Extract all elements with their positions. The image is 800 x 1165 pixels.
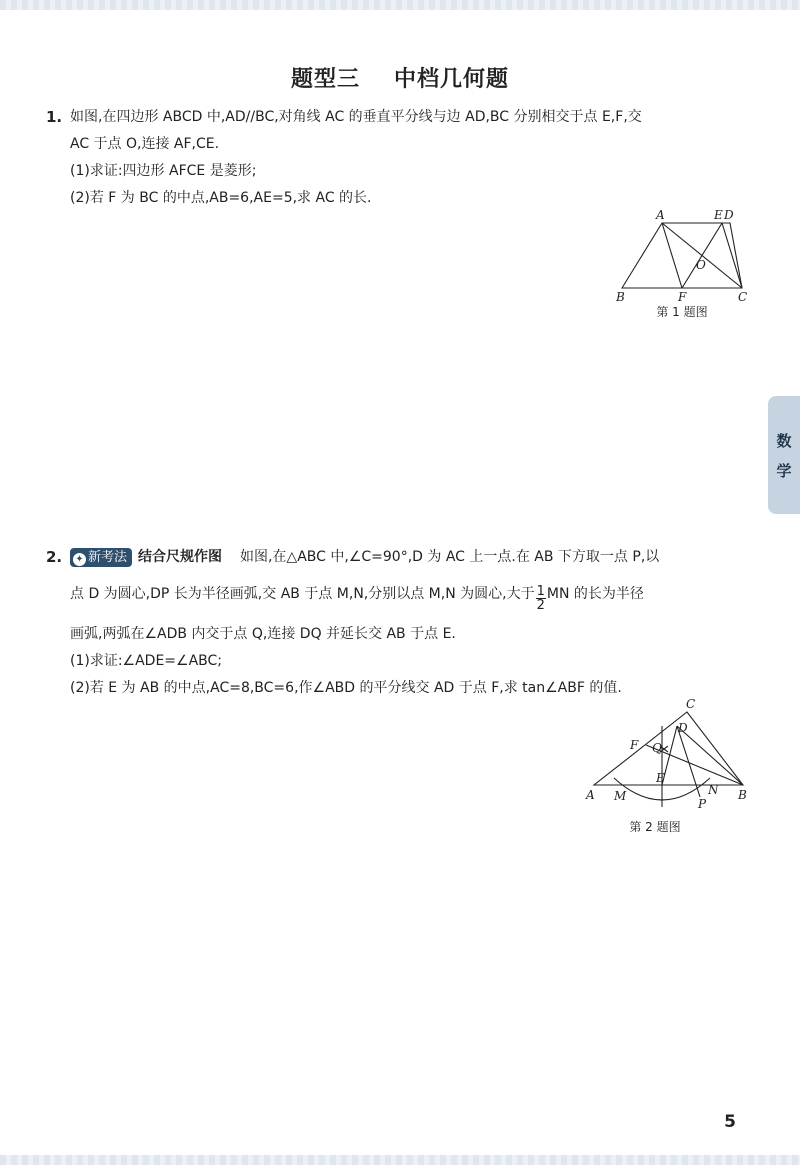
perpendicular-bisector-ef xyxy=(682,223,722,288)
page-number: 5 xyxy=(724,1112,736,1132)
fraction-numerator: 1 xyxy=(536,584,545,599)
problem-text-line: 如图,在△ABC 中,∠C=90°,D 为 AC 上一点.在 AB 下方取一点 P,以 xyxy=(240,549,660,565)
quadrilateral-abcd xyxy=(622,223,742,288)
side-tab-char: 学 xyxy=(776,462,792,480)
subject-side-tab xyxy=(768,396,800,514)
problem-text-line: 画弧,两弧在∠ADB 内交于点 Q,连接 DQ 并延长交 AB 于点 E. xyxy=(70,626,456,642)
label-b: B xyxy=(738,788,747,802)
fraction-one-half xyxy=(536,585,546,612)
label-a: A xyxy=(656,208,665,222)
triangle-abc xyxy=(594,712,743,785)
label-e: E xyxy=(656,771,665,785)
problem-2 xyxy=(46,543,746,703)
label-m: M xyxy=(614,789,627,803)
method-label: 结合尺规作图 xyxy=(138,549,223,565)
problem-text-line xyxy=(70,581,644,612)
sub-question-1: (1)求证:∠ADE=∠ABC; xyxy=(70,653,223,669)
sub-question-2: (2)若 F 为 BC 的中点,AB=6,AE=5,求 AC 的长. xyxy=(70,190,372,206)
sub-question-2: (2)若 E 为 AB 的中点,AC=8,BC=6,作∠ABD 的平分线交 AD 于点 F,求 tan∠ABF 的值. xyxy=(70,680,622,696)
fraction-denominator: 2 xyxy=(536,598,545,613)
page-top-edge xyxy=(0,0,800,10)
label-c: C xyxy=(738,290,748,304)
label-c: C xyxy=(686,697,696,711)
label-d: D xyxy=(678,721,688,735)
badge-label: 新考法 xyxy=(88,550,128,565)
problem-number: 1. xyxy=(46,108,63,126)
label-b: B xyxy=(616,290,625,304)
lightbulb-icon: ✦ xyxy=(73,553,86,566)
label-f: F xyxy=(630,738,639,752)
problem-text-line: AC 于点 O,连接 AF,CE. xyxy=(70,136,220,152)
problem-text-segment: 点 D 为圆心,DP 长为半径画弧,交 AB 于点 M,N,分别以点 M,N 为圆心,大于 xyxy=(70,586,535,602)
figure-1-diagram xyxy=(600,205,760,305)
segment-af xyxy=(662,223,682,288)
problem-text-line: 如图,在四边形 ABCD 中,AD//BC,对角线 AC 的垂直平分线与边 AD,BC 分别相交于点 E,F,交 xyxy=(70,109,642,125)
figure-2-diagram xyxy=(582,696,757,811)
label-a: A xyxy=(586,788,595,802)
label-d: D xyxy=(724,208,734,222)
page-title xyxy=(0,62,800,93)
label-o: O xyxy=(696,258,706,272)
section-topic: 中档几何题 xyxy=(394,67,510,92)
label-f: F xyxy=(678,290,687,304)
side-tab-char: 数 xyxy=(776,432,792,450)
label-e: E xyxy=(714,208,723,222)
label-n: N xyxy=(708,783,719,797)
problem-text-segment: MN 的长为半径 xyxy=(546,586,644,602)
new-method-badge xyxy=(70,548,132,567)
label-p: P xyxy=(698,797,707,811)
page-bottom-edge xyxy=(0,1155,800,1165)
sub-question-1: (1)求证:四边形 AFCE 是菱形; xyxy=(70,163,257,179)
section-label: 题型三 xyxy=(290,67,360,92)
figure-2-caption: 第 2 题图 xyxy=(629,820,681,834)
figure-1-caption: 第 1 题图 xyxy=(656,305,708,319)
problem-number: 2. xyxy=(46,548,63,566)
label-q: Q xyxy=(652,741,662,755)
